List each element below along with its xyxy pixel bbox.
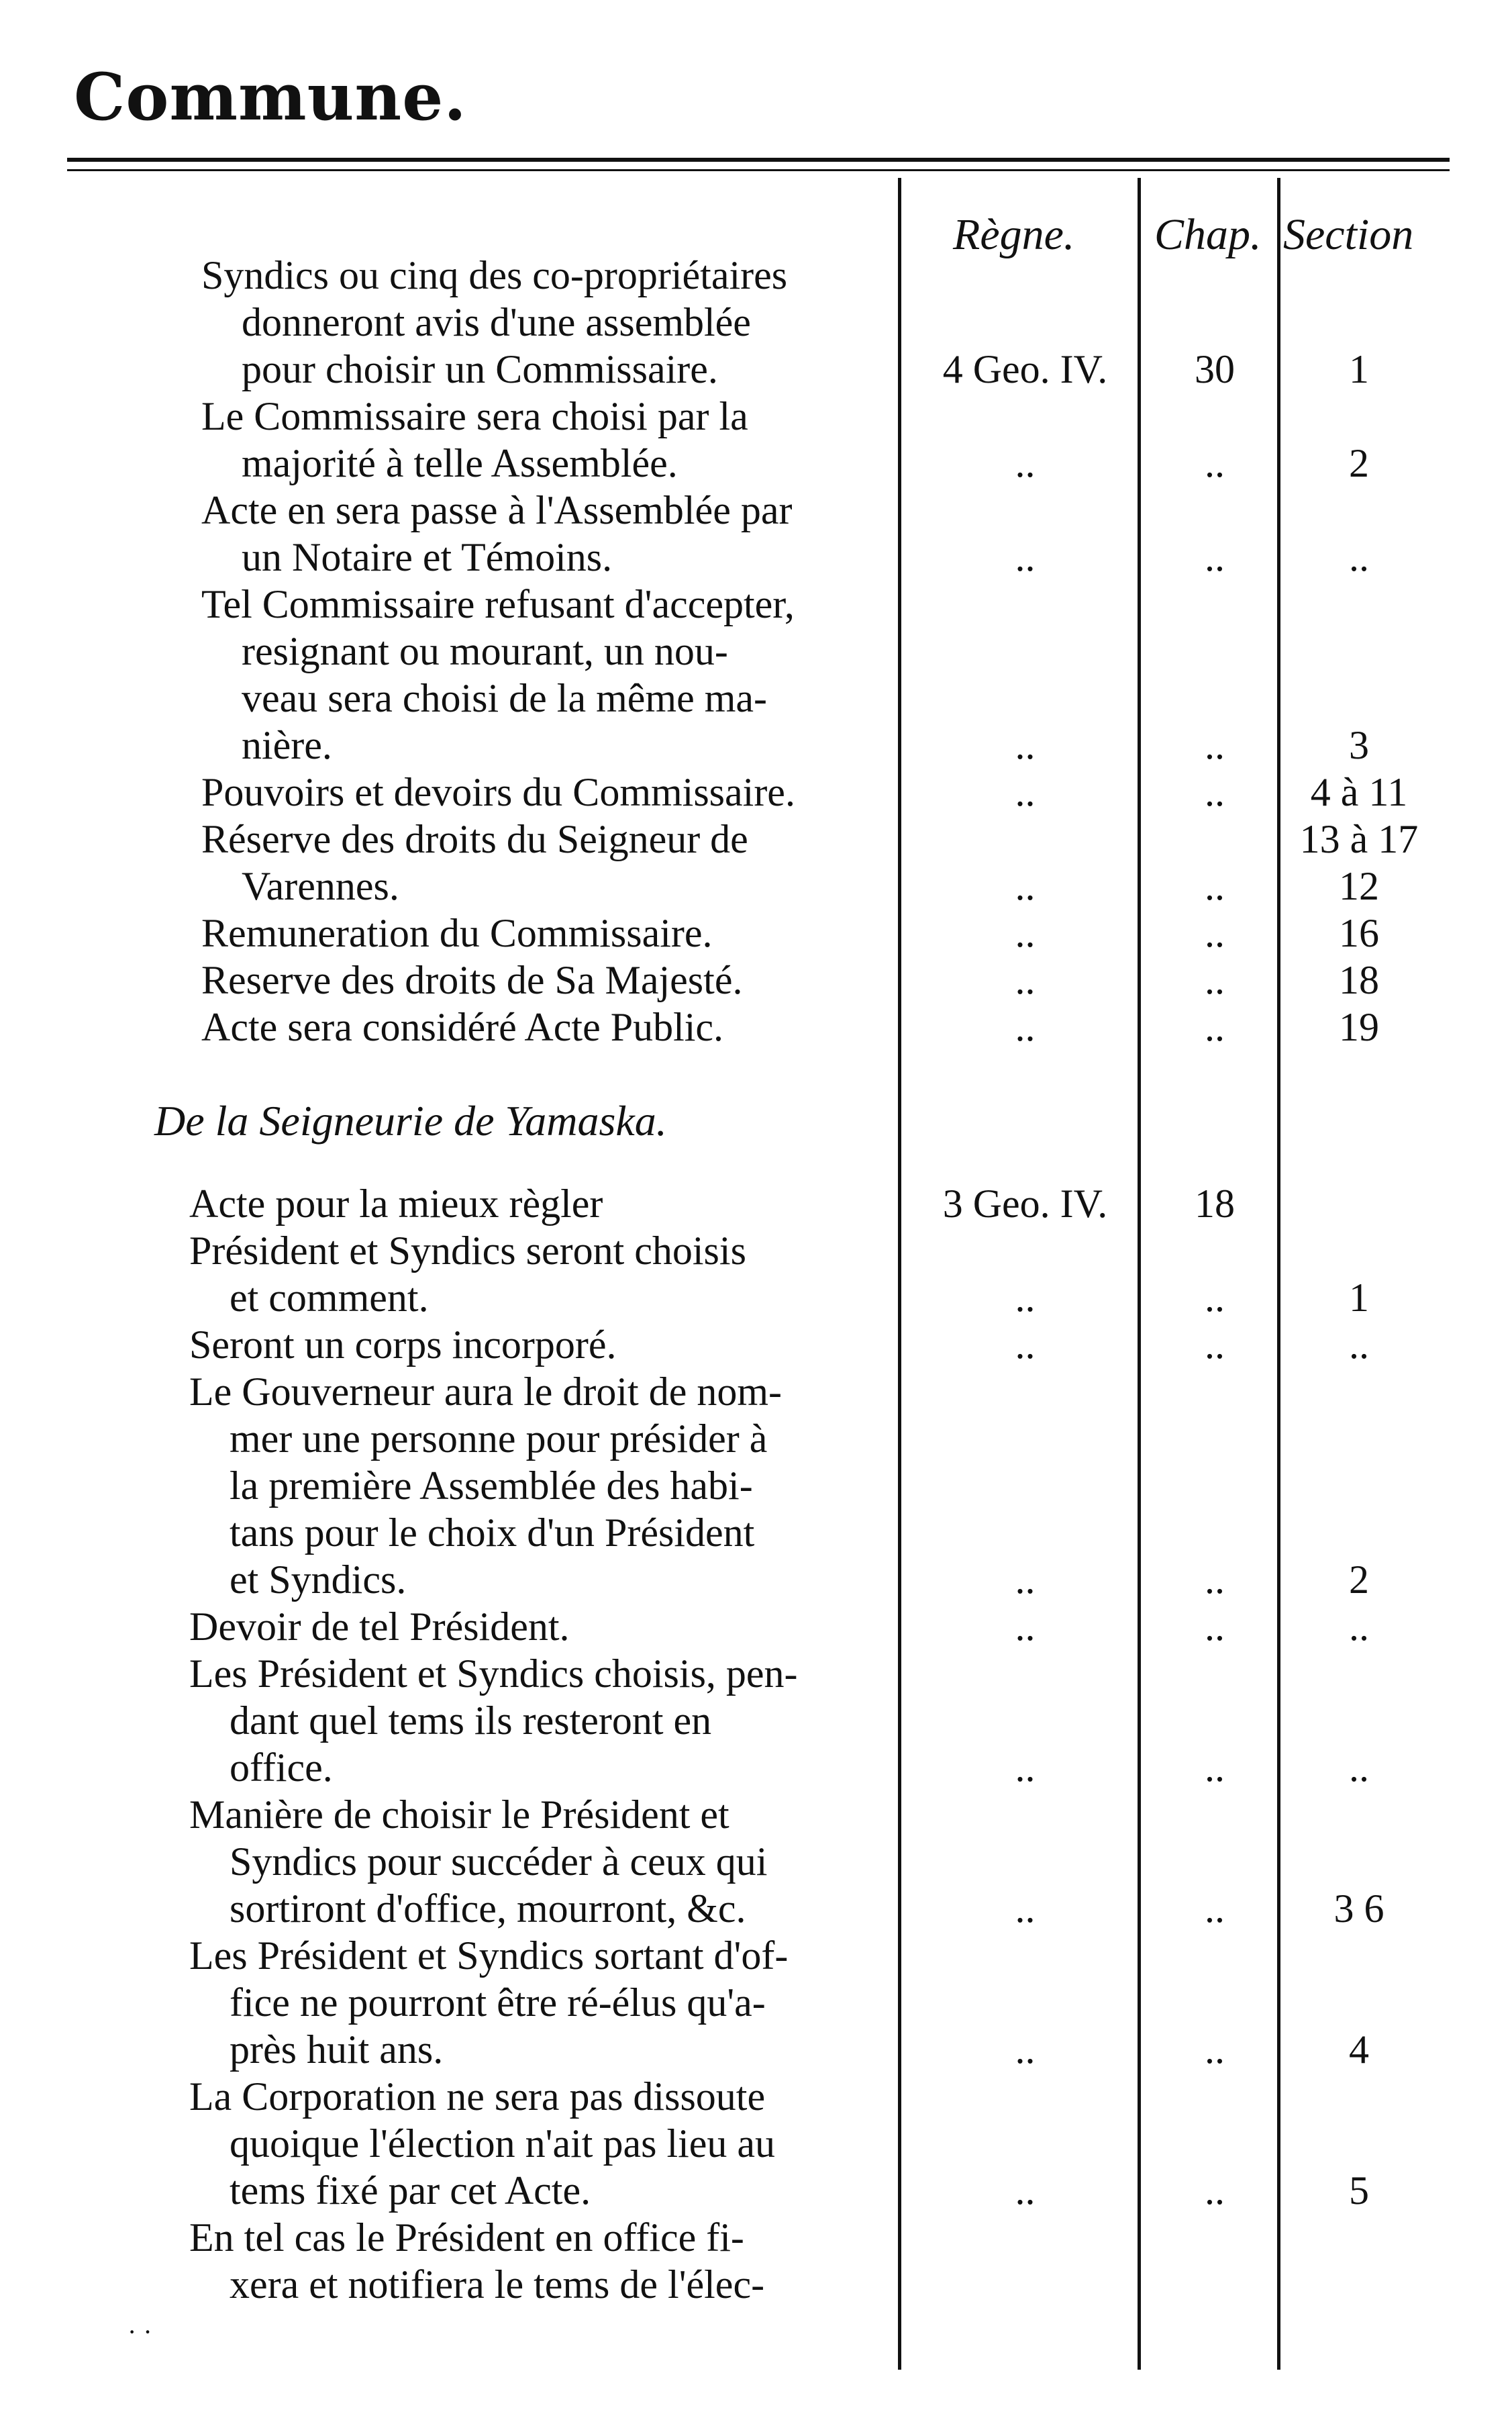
index-row bbox=[0, 2120, 1512, 2167]
index-row bbox=[0, 957, 1512, 1004]
regne-cell: .. bbox=[1015, 2027, 1036, 2072]
entry-text: et comment. bbox=[230, 1275, 429, 1320]
entry-text: Le Gouverneur aura le droit de nom- bbox=[189, 1369, 782, 1414]
entry-text: mer une personne pour présider à bbox=[230, 1416, 768, 1461]
section-cell: 5 bbox=[1349, 2168, 1369, 2213]
chap-cell: 30 bbox=[1195, 347, 1235, 391]
entry-text: Les Président et Syndics choisis, pen- bbox=[189, 1651, 798, 1696]
entry-text: fice ne pourront être ré-élus qu'a- bbox=[230, 1980, 766, 2025]
index-row bbox=[0, 1368, 1512, 1415]
entry-text: veau sera choisi de la même ma- bbox=[242, 676, 767, 720]
chap-cell: .. bbox=[1205, 1275, 1225, 1320]
regne-cell: .. bbox=[1015, 1745, 1036, 1790]
header-rule-thin bbox=[67, 169, 1450, 171]
chap-cell: .. bbox=[1205, 1557, 1225, 1602]
entry-text: pour choisir un Commissaire. bbox=[242, 347, 718, 391]
section-cell: .. bbox=[1349, 1322, 1369, 1367]
index-row bbox=[0, 1004, 1512, 1051]
index-row bbox=[0, 1885, 1512, 1932]
index-row bbox=[0, 675, 1512, 722]
entry-text: resignant ou mourant, un nou- bbox=[242, 629, 728, 673]
index-row bbox=[0, 1415, 1512, 1462]
regne-cell: .. bbox=[1015, 1005, 1036, 1049]
entry-text: Syndics pour succéder à ceux qui bbox=[230, 1839, 768, 1884]
index-row bbox=[0, 628, 1512, 675]
entry-text: Reserve des droits de Sa Majesté. bbox=[201, 958, 743, 1002]
index-row bbox=[0, 769, 1512, 816]
column-header-regne: Règne. bbox=[953, 210, 1075, 259]
entry-text: Acte sera considéré Acte Public. bbox=[201, 1005, 724, 1049]
index-row bbox=[0, 1697, 1512, 1744]
index-row bbox=[0, 1650, 1512, 1697]
index-row bbox=[0, 1274, 1512, 1321]
column-header-section: Section bbox=[1283, 210, 1414, 259]
entry-text: Varennes. bbox=[242, 864, 399, 908]
entry-text: donneront avis d'une assemblée bbox=[242, 300, 751, 344]
index-row bbox=[0, 2167, 1512, 2214]
regne-cell: .. bbox=[1015, 1886, 1036, 1931]
chap-cell: .. bbox=[1205, 770, 1225, 814]
index-row bbox=[0, 1932, 1512, 1979]
chap-cell: .. bbox=[1205, 1005, 1225, 1049]
entry-text: la première Assemblée des habi- bbox=[230, 1463, 753, 1508]
entry-text: dant quel tems ils resteront en bbox=[230, 1698, 712, 1743]
index-row bbox=[0, 1838, 1512, 1885]
index-row bbox=[0, 1227, 1512, 1274]
index-row bbox=[0, 1556, 1512, 1603]
index-row bbox=[0, 2026, 1512, 2073]
section-cell: 16 bbox=[1339, 911, 1379, 955]
section-cell: 3 bbox=[1349, 723, 1369, 767]
entry-text: majorité à telle Assemblée. bbox=[242, 441, 678, 485]
chap-cell: .. bbox=[1205, 911, 1225, 955]
column-header-chap: Chap. bbox=[1154, 210, 1262, 259]
section-cell: 18 bbox=[1339, 958, 1379, 1002]
index-row bbox=[0, 1321, 1512, 1368]
regne-cell: .. bbox=[1015, 1322, 1036, 1367]
regne-cell: .. bbox=[1015, 1557, 1036, 1602]
chap-cell: .. bbox=[1205, 441, 1225, 485]
entry-text: Acte en sera passe à l'Assemblée par bbox=[201, 488, 793, 532]
entry-text: tems fixé par cet Acte. bbox=[230, 2168, 591, 2213]
entry-text: Syndics ou cinq des co-propriétaires bbox=[201, 253, 788, 297]
section-heading: De la Seigneurie de Yamaska. bbox=[154, 1097, 667, 1145]
chap-cell: .. bbox=[1205, 723, 1225, 767]
entry-text: tans pour le choix d'un Président bbox=[230, 1510, 755, 1555]
section-cell: 19 bbox=[1339, 1005, 1379, 1049]
regne-cell: 3 Geo. IV. bbox=[942, 1181, 1108, 1226]
chap-cell: .. bbox=[1205, 535, 1225, 579]
index-row bbox=[0, 1180, 1512, 1227]
index-row bbox=[0, 1462, 1512, 1509]
regne-cell: .. bbox=[1015, 535, 1036, 579]
entry-text: Réserve des droits du Seigneur de bbox=[201, 817, 748, 861]
index-row bbox=[0, 440, 1512, 487]
chap-cell: .. bbox=[1205, 2168, 1225, 2213]
chap-cell: .. bbox=[1205, 2027, 1225, 2072]
entry-text: xera et notifiera le tems de l'élec- bbox=[230, 2262, 765, 2307]
entry-text: Seront un corps incorporé. bbox=[189, 1322, 617, 1367]
regne-cell: .. bbox=[1015, 864, 1036, 908]
section-cell: 1 bbox=[1349, 1275, 1369, 1320]
entry-text: sortiront d'office, mourront, &c. bbox=[230, 1886, 746, 1931]
index-row bbox=[0, 910, 1512, 957]
section-cell: .. bbox=[1349, 1745, 1369, 1790]
entry-text: En tel cas le Président en office fi- bbox=[189, 2215, 744, 2260]
index-row bbox=[0, 1509, 1512, 1556]
index-row bbox=[0, 1979, 1512, 2026]
section-cell: 12 bbox=[1339, 864, 1379, 908]
section-cell: 4 à 11 bbox=[1310, 770, 1408, 814]
chap-cell: .. bbox=[1205, 1322, 1225, 1367]
section-cell: 2 bbox=[1349, 441, 1369, 485]
index-row bbox=[0, 2073, 1512, 2120]
section-cell: 4 bbox=[1349, 2027, 1369, 2072]
entry-text: près huit ans. bbox=[230, 2027, 444, 2072]
entry-text: un Notaire et Témoins. bbox=[242, 535, 613, 579]
entry-text: Acte pour la mieux règler bbox=[189, 1181, 603, 1226]
index-row bbox=[0, 393, 1512, 440]
section-cell: 2 bbox=[1349, 1557, 1369, 1602]
section-cell: .. bbox=[1349, 1604, 1369, 1649]
entry-text: Remuneration du Commissaire. bbox=[201, 911, 713, 955]
header-rule bbox=[67, 158, 1450, 162]
chap-cell: .. bbox=[1205, 864, 1225, 908]
entry-text: et Syndics. bbox=[230, 1557, 407, 1602]
index-row bbox=[0, 346, 1512, 393]
regne-cell: .. bbox=[1015, 958, 1036, 1002]
regne-cell: .. bbox=[1015, 770, 1036, 814]
index-row bbox=[0, 534, 1512, 581]
regne-cell: .. bbox=[1015, 723, 1036, 767]
entry-text: Le Commissaire sera choisi par la bbox=[201, 394, 748, 438]
regne-cell: .. bbox=[1015, 441, 1036, 485]
index-row bbox=[0, 299, 1512, 346]
entry-text: Pouvoirs et devoirs du Commissaire. bbox=[201, 770, 795, 814]
regne-cell: 4 Geo. IV. bbox=[942, 347, 1108, 391]
index-row bbox=[0, 487, 1512, 534]
section-cell: 1 bbox=[1349, 347, 1369, 391]
chap-cell: .. bbox=[1205, 1886, 1225, 1931]
regne-cell: .. bbox=[1015, 911, 1036, 955]
entry-text: La Corporation ne sera pas dissoute bbox=[189, 2074, 766, 2119]
chap-cell: .. bbox=[1205, 1745, 1225, 1790]
index-row bbox=[0, 2214, 1512, 2261]
index-row bbox=[0, 252, 1512, 299]
index-row bbox=[0, 1744, 1512, 1791]
index-row bbox=[0, 1791, 1512, 1838]
index-row bbox=[0, 2261, 1512, 2308]
entry-text: Président et Syndics seront choisis bbox=[189, 1228, 746, 1273]
index-row bbox=[0, 581, 1512, 628]
stray-mark: · · bbox=[128, 2317, 152, 2347]
chap-cell: .. bbox=[1205, 958, 1225, 1002]
index-row bbox=[0, 1603, 1512, 1650]
entry-text: office. bbox=[230, 1745, 333, 1790]
entry-text: Les Président et Syndics sortant d'of- bbox=[189, 1933, 789, 1978]
regne-cell: .. bbox=[1015, 1604, 1036, 1649]
regne-cell: .. bbox=[1015, 2168, 1036, 2213]
entry-text: Manière de choisir le Président et bbox=[189, 1792, 729, 1837]
index-row bbox=[0, 863, 1512, 910]
entry-text: Devoir de tel Président. bbox=[189, 1604, 570, 1649]
entry-text: quoique l'élection n'ait pas lieu au bbox=[230, 2121, 776, 2166]
chap-cell: .. bbox=[1205, 1604, 1225, 1649]
index-row bbox=[0, 816, 1512, 863]
index-row bbox=[0, 722, 1512, 769]
regne-cell: .. bbox=[1015, 1275, 1036, 1320]
section-cell: .. bbox=[1349, 535, 1369, 579]
section-cell: 3 6 bbox=[1333, 1886, 1384, 1931]
entry-text: nière. bbox=[242, 723, 332, 767]
entry-text: Tel Commissaire refusant d'accepter, bbox=[201, 582, 795, 626]
page-title: Commune. bbox=[74, 59, 467, 135]
section-cell: 13 à 17 bbox=[1299, 817, 1419, 861]
chap-cell: 18 bbox=[1195, 1181, 1235, 1226]
